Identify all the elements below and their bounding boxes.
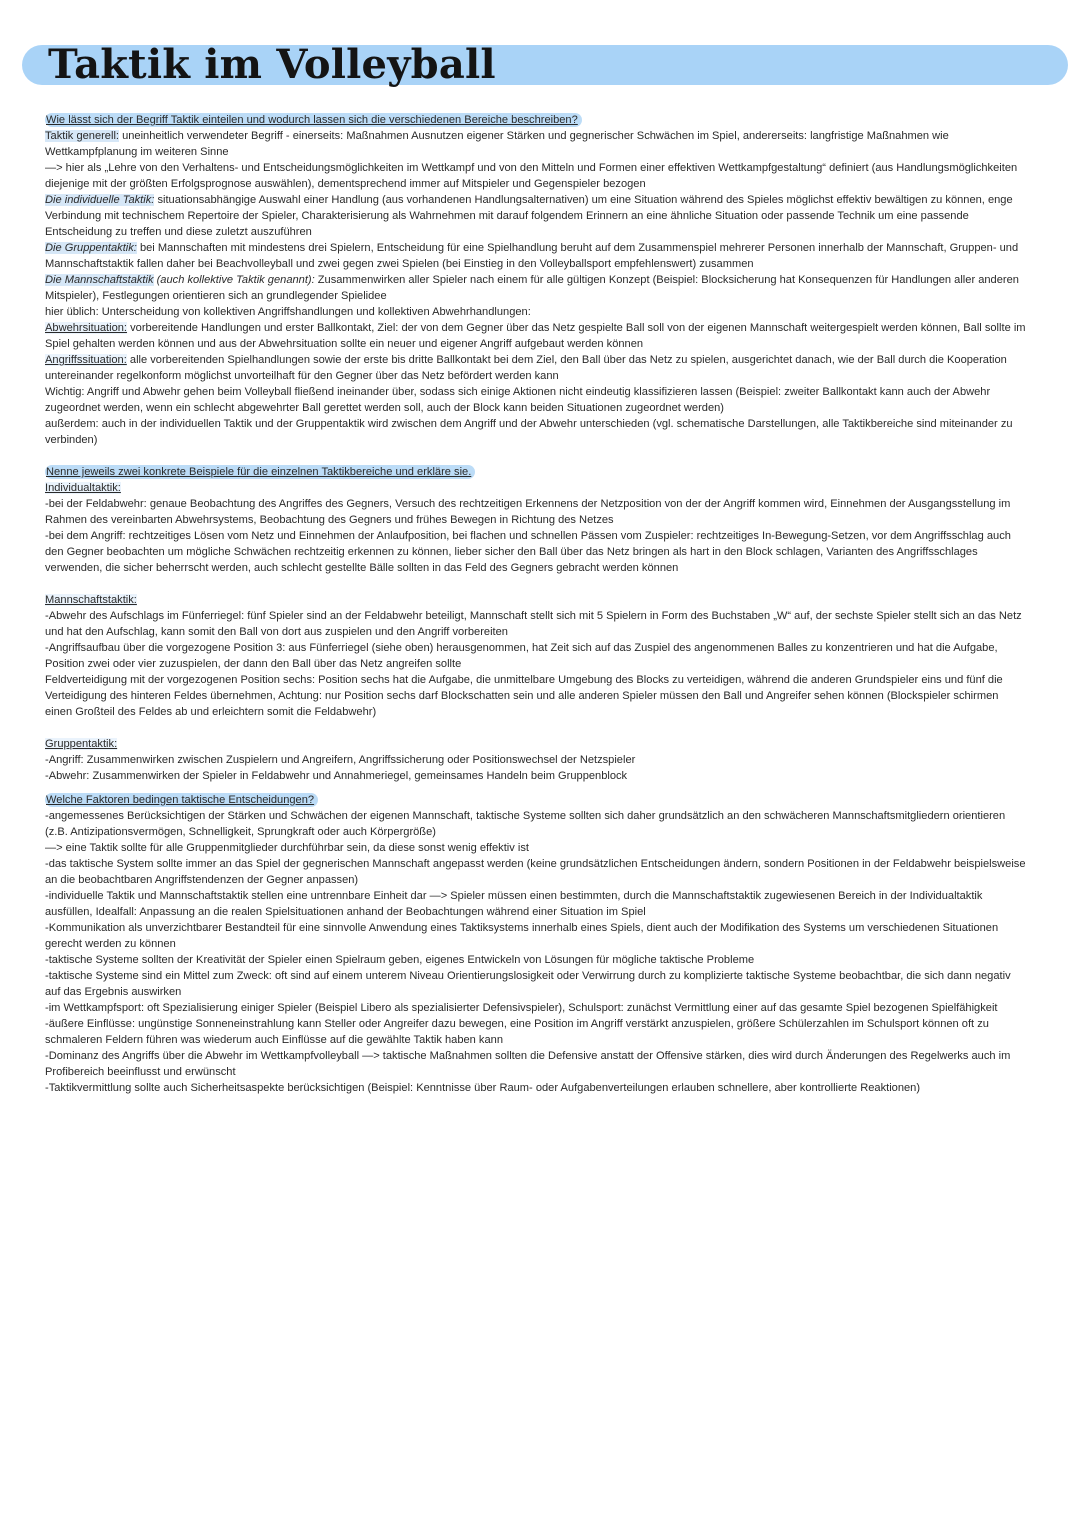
gruppentaktik-heading: Gruppentaktik: (45, 738, 118, 750)
question-2-text: Nenne jeweils zwei konkrete Beispiele für die einzelnen Taktikbereiche und erkläre sie. (45, 465, 475, 479)
spacer (45, 784, 1027, 792)
faktor-item: -Kommunikation als unverzichtbarer Bestandteil für eine sinnvolle Anwendung eines Taktiksystems innerhalb eines Spiels, dient auch der Modifikation des Systems um verschiedenen Situationen gerecht werden zu können (45, 922, 999, 950)
paragraph-taktik-definition: —> hier als „Lehre von den Verhaltens- und Entscheidungsmöglichkeiten im Wettkampf und von den Mitteln und Formen einer effektiven Wettkampfgestaltung“ definiert (aus Handlungsmöglichkeiten diejenige mit der größten Erfolgsprognose auswählen), dementsprechend immer auf Mitspieler und Gegenspieler bezogen (45, 162, 1018, 190)
spacer (45, 448, 1027, 464)
section-mannschaftstaktik-heading (45, 592, 1027, 608)
term-abwehrsituation: Abwehrsituation: (45, 322, 128, 334)
faktor-item: —> eine Taktik sollte für alle Gruppenmitglieder durchführbar sein, da diese sonst wenig effektiv ist (45, 842, 529, 854)
term-taktik-generell: Taktik generell: (45, 130, 119, 142)
document-body (45, 112, 1027, 1096)
paragraph-hier-ueblich: hier üblich: Unterscheidung von kollektiven Angriffshandlungen und kollektiven Abwehrhandlungen: (45, 306, 531, 318)
mannschaftstaktik-paren: (auch kollektive Taktik genannt): (153, 274, 315, 286)
mannschaftstaktik-heading: Mannschaftstaktik: (45, 594, 137, 606)
angriffssituation-text: alle vorbereitenden Spielhandlungen sowie der erste bis dritte Ballkontakt bei dem Ziel, den Ball über das Netz zu spielen, ausgerichtet danach, wie der Ball durch die Kooperation untereinander regelkonform möglichst unvorteilhaft für den Gegner über das Netz befördert werden kann (45, 354, 1007, 382)
page-title: Taktik im Volleyball (48, 41, 496, 88)
faktor-item: -angemessenes Berücksichtigen der Stärken und Schwächen der eigenen Mannschaft, taktische Systeme sollten sich daher grundsätzlich an den schwächeren Mannschaftsmitgliedern orientieren (z.B. Antizipationsvermögen, Schnelligkeit, Sprungkraft oder auch Körpergröße) (45, 810, 1006, 838)
mannschaftstaktik-position-6: Feldverteidigung mit der vorgezogenen Position sechs: Position sechs hat die Aufgabe, die unmittelbare Umgebung des Blocks zu verteidigen, während die anderen Grundspieler eins und fünf die Verteidigung des hinteren Feldes übernehmen, Achtung: nur Position sechs darf Blockschatten sein und alle anderen Spieler müssen den Ball und Angreifer sehen können (Blockspieler schirmen einen Großteil des Feldes ab und erleichtern somit die Feldabwehr) (45, 674, 1003, 718)
faktor-item: -äußere Einflüsse: ungünstige Sonneneinstrahlung kann Steller oder Angreifer dazu bewegen, eine Position im Angriff verstärkt anzuspielen, größere Schülerzahlen im Schulsport können oft zu schmaleren Feldern führen was wiederum auch Einflüsse auf die gewählte Taktik haben kann (45, 1018, 989, 1046)
term-individuelle-taktik: Die individuelle Taktik: (45, 194, 155, 206)
paragraph-ausserdem: außerdem: auch in der individuellen Taktik und der Gruppentaktik wird zwischen dem Angriff und der Abwehr unterschieden (vgl. schematische Darstellungen, alle Taktikbereiche sind miteinander zu verbinden) (45, 418, 1013, 446)
individualtaktik-heading: Individualtaktik: (45, 482, 121, 494)
question-2 (45, 464, 1027, 480)
paragraph-mannschaftstaktik (45, 272, 1027, 304)
question-3 (45, 792, 1027, 808)
section-individualtaktik-heading (45, 480, 1027, 496)
faktor-item: -taktische Systeme sollten der Kreativität der Spieler einen Spielraum geben, eigenes Entwickeln von Lösungen für mögliche taktische Probleme (45, 954, 755, 966)
mannschaftstaktik-text: Zusammenwirken aller Spieler nach einem für alle gültigen Konzept (Beispiel: Blocksicherung hat Konsequenzen für Handlungen aller anderen Mitspieler), Festlegungen orientieren sich an grundlegender Spielidee (45, 274, 1019, 302)
mannschaftstaktik-position-3: -Angriffsaufbau über die vorgezogene Position 3: aus Fünferriegel (siehe oben) herausgenommen, hat Zeit sich auf das Zuspiel des angenommenen Balles zu konzentrieren und hat die Aufgabe, Position zwei oder vier zuzuspielen, der dann den Ball über das Netz angreifen sollte (45, 642, 998, 670)
question-1 (45, 112, 1027, 128)
term-gruppentaktik: Die Gruppentaktik: (45, 242, 137, 254)
individualtaktik-angriff: -bei dem Angriff: rechtzeitiges Lösen vom Netz und Einnehmen der Anlaufposition, bei flachen und schnellen Pässen vom Zuspieler: rechtzeitiges In-Bewegung-Setzen, vor dem Angriffsschlag auch den Gegner beobachten um mögliche Schwächen rechtzeitig erkennen zu können, lieber sicher den Ball über das Netz bringen als hart in den Block schlagen, Varianten des Angriffsschlages verwenden, die sicher beherrscht werden, auch schlecht gestellte Bälle sollten in das Feld des Gegners gebracht werden können (45, 530, 1011, 574)
spacer (45, 576, 1027, 592)
paragraph-individuelle-taktik (45, 192, 1027, 240)
paragraph-wichtig: Wichtig: Angriff und Abwehr gehen beim Volleyball fließend ineinander über, sodass sich einige Aktionen nicht eindeutig klassifizieren lassen (Beispiel: zweiter Ballkontakt kann auch der Abwehr zugeordnet werden, wenn ein schlecht abgewehrter Ball gerettet werden soll, auch der Block kann beiden Situationen zugeordnet werden) (45, 386, 991, 414)
question-1-text: Wie lässt sich der Begriff Taktik einteilen und wodurch lassen sich die verschiedenen Bereiche beschreiben? (45, 113, 582, 127)
abwehrsituation-text: vorbereitende Handlungen und erster Ballkontakt, Ziel: der von dem Gegner über das Netz gespielte Ball soll von der eigenen Mannschaft weitergespielt werden können, Ball sollte im Spiel gehalten werden können und aus der Abwehrsituation sollte ein neuer und eigener Angriff aufgebaut werden können (45, 322, 1026, 350)
gruppentaktik-angriff: -Angriff: Zusammenwirken zwischen Zuspielern und Angreifern, Angriffssicherung oder Positionswechsel der Netzspieler (45, 754, 636, 766)
spacer (45, 720, 1027, 736)
term-angriffssituation: Angriffssituation: (45, 354, 127, 366)
faktor-item: -Taktikvermittlung sollte auch Sicherheitsaspekte berücksichtigen (Beispiel: Kenntnisse über Raum- oder Aufgabenverteilungen erlauben schnellere, aber kontrollierte Reaktionen) (45, 1082, 921, 1094)
paragraph-abwehrsituation (45, 320, 1027, 352)
gruppentaktik-abwehr: -Abwehr: Zusammenwirken der Spieler in Feldabwehr und Annahmeriegel, gemeinsames Handeln beim Gruppenblock (45, 770, 628, 782)
term-mannschaftstaktik: Die Mannschaftstaktik (45, 274, 154, 286)
gruppentaktik-text: bei Mannschaften mit mindestens drei Spielern, Entscheidung für eine Spielhandlung beruht auf dem Zusammenspiel mehrerer Personen innerhalb der Mannschaft, Gruppen- und Mannschaftstaktik fallen daher bei Beachvolleyball und zwei gegen zwei Spielen (bei Einstieg in den Volleyballsport empfehlenswert) zusammen (45, 242, 1019, 270)
section-gruppentaktik-heading (45, 736, 1027, 752)
faktor-item: -das taktische System sollte immer an das Spiel der gegnerischen Mannschaft angepasst werden (keine grundsätzlichen Entscheidungen ändern, sondern Positionen in der Feldabwehr beispielsweise an die beobachtbaren Angriffstendenzen der Gegner anpassen) (45, 858, 1026, 886)
mannschaftstaktik-fuenferriegel: -Abwehr des Aufschlags im Fünferriegel: fünf Spieler sind an der Feldabwehr beteiligt, Mannschaft stellt sich mit 5 Spielern in Form des Buchstaben „W“ auf, der sechste Spieler stellt sich an das Netz und hat den Aufschlag, kann somit den Ball von dort aus zuspielen und den Angriff vorbereiten (45, 610, 1022, 638)
faktor-item: -taktische Systeme sind ein Mittel zum Zweck: oft sind auf einem unterem Niveau Orientierungslosigkeit oder Verwirrung durch zu komplizierte taktische Systeme beobachtbar, die sich dann negativ auf das Ergebnis auswirken (45, 970, 1011, 998)
paragraph-gruppentaktik (45, 240, 1027, 272)
paragraph-angriffssituation (45, 352, 1027, 384)
faktor-item: -individuelle Taktik und Mannschaftstaktik stellen eine untrennbare Einheit dar —> Spieler müssen einen bestimmten, durch die Mannschaftstaktik zugewiesenen Bereich in der Individualtaktik ausfüllen, Idealfall: Anpassung an die realen Spielsituationen anhand der Beobachtungen während einer Situation im Spiel (45, 890, 983, 918)
taktik-generell-text: uneinheitlich verwendeter Begriff - einerseits: Maßnahmen Ausnutzen eigener Stärken und gegnerischer Schwächen im Spiel, andererseits: langfristige Maßnahmen wie Wettkampfplanung im weiteren Sinne (45, 130, 949, 158)
individualtaktik-feldabwehr: -bei der Feldabwehr: genaue Beobachtung des Angriffes des Gegners, Versuch des rechtzeitigen Erkennens der Netzposition von der der Angriff kommen wird, Einnehmen der Ausgangsstellung im Rahmen des vereinbarten Abwehrsystems, Beobachtung des Gegners und frühes Bewegen in Richtung des Netzes (45, 498, 1011, 526)
faktor-item: -Dominanz des Angriffs über die Abwehr im Wettkampfvolleyball —> taktische Maßnahmen sollten die Defensive anstatt der Offensive stärken, dies wird durch Änderungen des Regelwerks auch im Profibereich beeinflusst und erwünscht (45, 1050, 1011, 1078)
faktor-item: -im Wettkampfsport: oft Spezialisierung einiger Spieler (Beispiel Libero als spezialisierter Defensivspieler), Schulsport: zunächst Vermittlung einer auf das gesamte Spiel bezogenen Spielfähigkeit (45, 1002, 998, 1014)
individuelle-taktik-text: situationsabhängige Auswahl einer Handlung (aus vorhandenen Handlungsalternativen) um eine Situation während des Spieles möglichst effektiv bewältigen zu können, enge Verbindung mit technischem Repertoire der Spieler, Charakterisierung als Wahrnehmen mit darauf folgendem Erinnern an eine ähnliche Situation oder passende Technik um eine passende Entscheidung zu treffen und diese zuletzt auszuführen (45, 194, 1013, 238)
question-3-text: Welche Faktoren bedingen taktische Entscheidungen? (45, 793, 318, 807)
paragraph-taktik-generell (45, 128, 1027, 160)
